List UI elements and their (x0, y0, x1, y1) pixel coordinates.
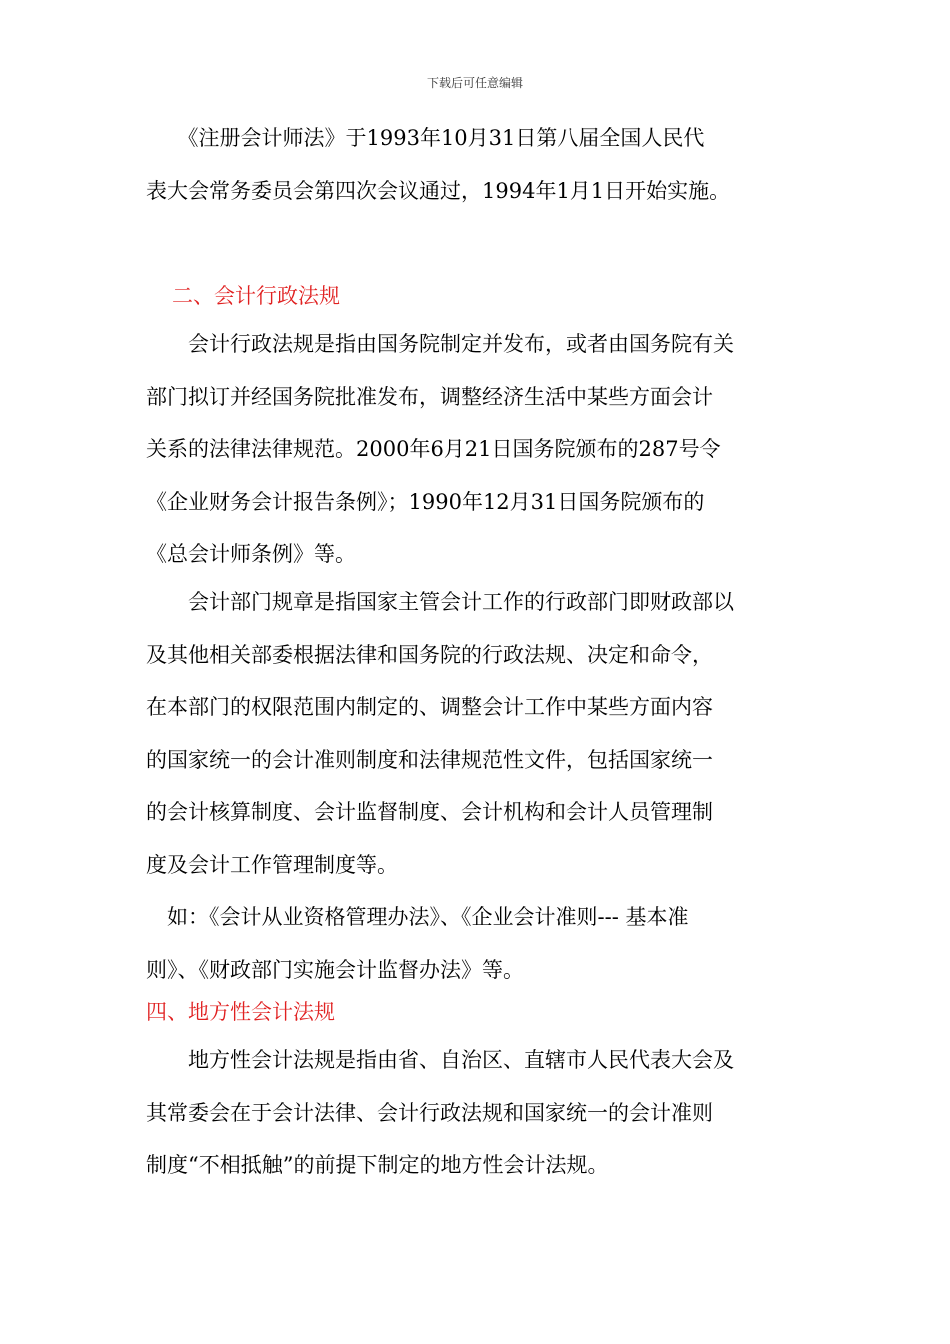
text-line: 会计行政法规是指由国务院制定并发布，或者由国务院有关 (146, 332, 734, 356)
text-line: 其常委会在于会计法律、会计行政法规和国家统一的会计准则 (146, 1100, 713, 1125)
text-line: 的国家统一的会计准则制度和法律规范性文件，包括国家统一 (146, 747, 713, 772)
text-line: 表大会常务委员会第四次会议通过，1994年1月1日开始实施。 (146, 178, 731, 203)
text-line: 如：《会计从业资格管理办法》、《企业会计准则--- 基本准 (146, 905, 689, 929)
text-line: 《注册会计师法》于1993年10月31日第八届全国人民代 (146, 126, 705, 150)
page-header: 下载后可任意编辑 (426, 76, 523, 90)
section-heading-local-regulations: 四、地方性会计法规 (146, 1000, 335, 1024)
text-line: 部门拟订并经国务院批准发布，调整经济生活中某些方面会计 (146, 384, 713, 409)
text-line: 制度“不相抵触”的前提下制定的地方性会计法规。 (146, 1153, 609, 1177)
text-line: 关系的法律法律规范。2000年6月21日国务院颁布的287号令 (146, 437, 721, 461)
paragraph-local-regulations (146, 1034, 766, 1192)
text-line: 地方性会计法规是指由省、自治区、直辖市人民代表大会及 (146, 1048, 734, 1072)
text-line: 会计部门规章是指国家主管会计工作的行政部门即财政部以 (146, 590, 734, 614)
text-line: 《总会计师条例》等。 (146, 542, 356, 566)
text-line: 《企业财务会计报告条例》；1990年12月31日国务院颁布的 (146, 489, 705, 514)
section-heading-administrative-regulations: 二、会计行政法规 (172, 284, 340, 308)
text-line: 及其他相关部委根据法律和国务院的行政法规、决定和命令， (146, 642, 713, 667)
text-line: 度及会计工作管理制度等。 (146, 852, 398, 877)
paragraph-cpa-law (146, 112, 766, 217)
text-line: 的会计核算制度、会计监督制度、会计机构和会计人员管理制 (146, 800, 713, 824)
paragraph-departmental-rules (146, 576, 766, 996)
paragraph-administrative-regulations (146, 318, 766, 581)
text-line: 则》、《财政部门实施会计监督办法》等。 (146, 957, 524, 982)
text-line: 在本部门的权限范围内制定的、调整会计工作中某些方面内容 (146, 695, 713, 719)
